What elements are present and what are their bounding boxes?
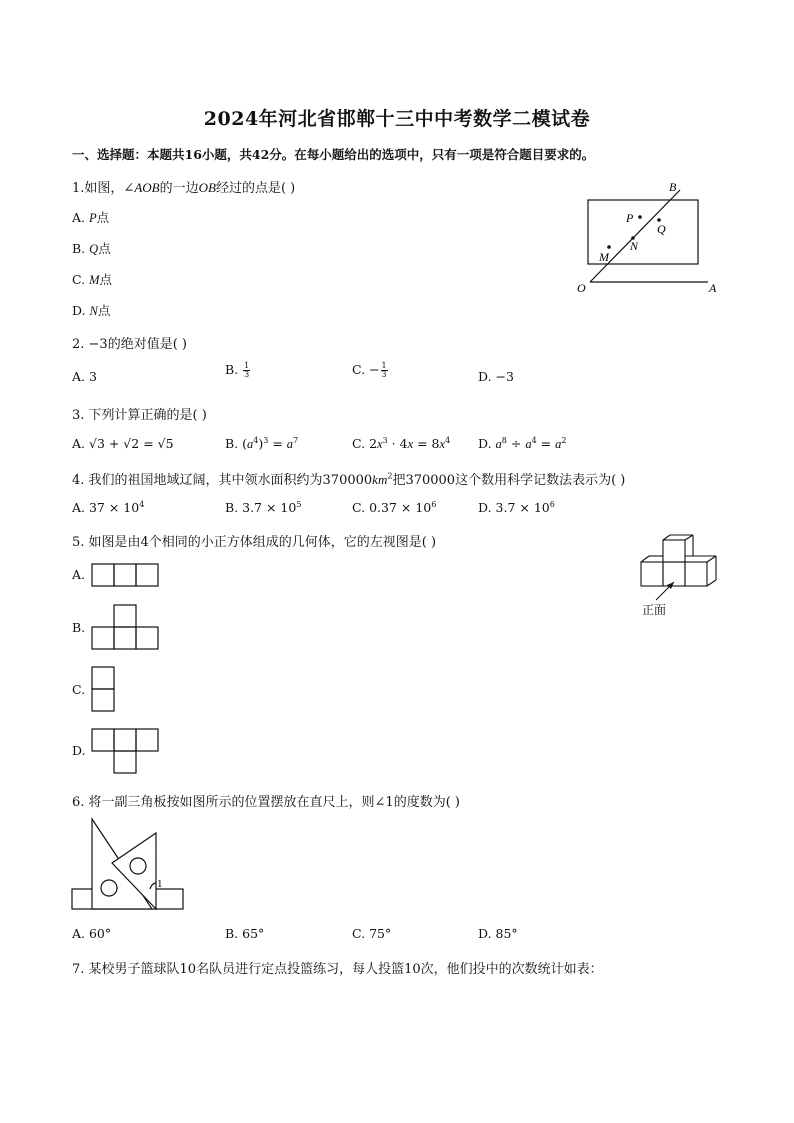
question-5-option-c-label[interactable]: C. xyxy=(72,682,86,697)
question-4-option-a[interactable]: A. $37 \times 10^4$ xyxy=(72,499,145,515)
question-6-option-b[interactable]: B. 65° xyxy=(225,926,265,941)
label-o: O xyxy=(577,281,586,295)
question-4-option-c[interactable]: C. $0.37 \times 10^6$ xyxy=(352,499,437,515)
question-7-stem: 7. 某校男子篮球队10名队员进行定点投篮练习，每人投篮10次，他们投中的次数统计如表： xyxy=(72,962,603,977)
question-5-option-d-figure[interactable] xyxy=(91,727,161,775)
question-6-option-d[interactable]: D. 85° xyxy=(478,926,518,941)
question-4-option-d[interactable]: D. $3.7 \times 10^6$ xyxy=(478,499,555,515)
question-3-option-a[interactable]: A. √3 + √2 = √5 xyxy=(72,436,174,451)
question-4-option-b[interactable]: B. $3.7 \times 10^5$ xyxy=(225,499,302,515)
point-p-dot xyxy=(638,215,642,219)
question-5-option-c-figure[interactable] xyxy=(91,665,117,713)
front-view-label: 正面 xyxy=(642,603,667,617)
question-2-option-c[interactable]: C. − $\frac{1}{3}$ xyxy=(352,361,387,379)
question-5-option-d-label[interactable]: D. xyxy=(72,743,86,758)
ray-ob xyxy=(590,190,680,282)
point-m-dot xyxy=(607,245,611,249)
label-a: A xyxy=(709,281,717,295)
fraction: $\frac{1}{3}$ xyxy=(381,361,387,379)
question-6-figure xyxy=(70,815,188,913)
question-5-option-a-figure[interactable] xyxy=(91,562,161,588)
question-1-figure xyxy=(570,176,730,301)
question-3-option-d[interactable]: D. $a^8 \div a^4 = a^2$ xyxy=(478,435,567,451)
question-6-stem: 6. 将一副三角板按如图所示的位置摆放在直尺上，则∠1的度数为( ) xyxy=(72,795,460,810)
question-5-option-b-label[interactable]: B. xyxy=(72,620,86,635)
question-1-option-c[interactable]: C. M点 xyxy=(72,272,113,287)
question-3-option-c[interactable]: C. $2x^3 \cdot 4x = 8x^4$ xyxy=(352,435,451,451)
question-1-option-b[interactable]: B. Q点 xyxy=(72,241,111,256)
fraction: $\frac{1}{3}$ xyxy=(244,361,250,379)
page-title: 2024年河北省邯郸十三中中考数学二模试卷 xyxy=(203,108,591,130)
question-1-option-d[interactable]: D. N点 xyxy=(72,303,111,318)
question-2-stem: 2. −3的绝对值是( ) xyxy=(72,337,187,352)
label-q: Q xyxy=(657,222,666,236)
question-1-stem: 1.如图，∠AOB的一边OB经过的点是( ) xyxy=(72,180,296,196)
question-5-option-b-figure[interactable] xyxy=(91,603,161,651)
question-4-stem: 4. 我们的祖国地域辽阔，其中领水面积约为$370000km^2$把370000这个数用科学记数法表示为( ) xyxy=(72,471,626,488)
question-2-option-d[interactable]: D. −3 xyxy=(478,369,514,384)
question-6-option-a[interactable]: A. 60° xyxy=(72,926,112,941)
question-5-stem: 5. 如图是由4个相同的小正方体组成的几何体，它的左视图是( ) xyxy=(72,535,437,550)
question-2-option-a[interactable]: A. 3 xyxy=(72,369,97,384)
question-2-option-b[interactable]: B. $\frac{1}{3}$ xyxy=(225,361,250,379)
label-m: M xyxy=(599,250,609,264)
section-heading: 一、选择题：本题共16小题，共42分。在每小题给出的选项中，只有一项是符合题目要求的。 xyxy=(72,147,595,162)
label-n: N xyxy=(630,239,639,253)
question-6-option-c[interactable]: C. 75° xyxy=(352,926,392,941)
question-5-option-a-label[interactable]: A. xyxy=(72,567,86,582)
front-arrow-icon xyxy=(652,580,682,602)
label-p: P xyxy=(626,211,634,225)
angle-1-label: 1 xyxy=(157,878,163,890)
question-3-option-b[interactable]: B. $(a^4)^3 = a^7$ xyxy=(225,435,299,451)
question-3-stem: 3. 下列计算正确的是( ) xyxy=(72,408,207,423)
question-1-option-a[interactable]: A. P点 xyxy=(72,210,110,225)
label-b: B xyxy=(669,180,677,194)
